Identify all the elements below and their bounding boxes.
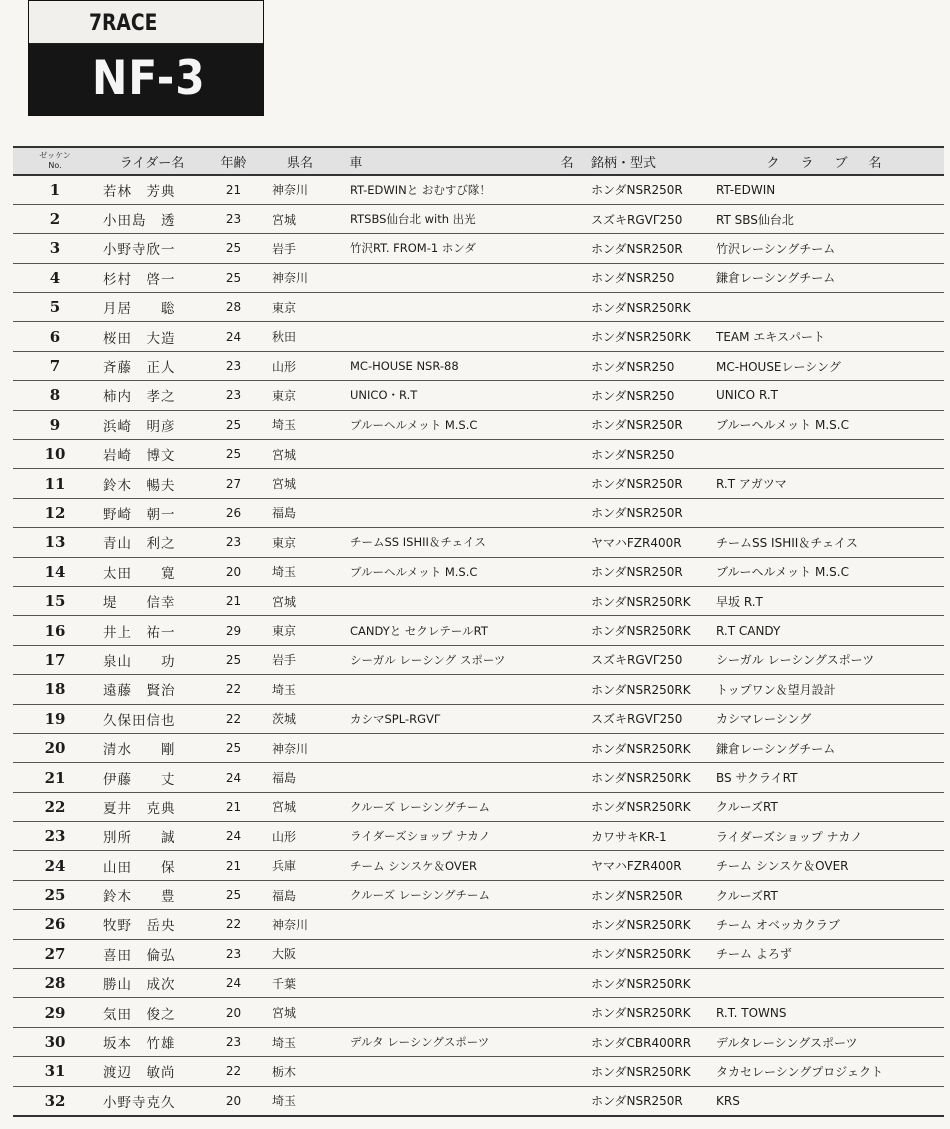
club-name: トップワン＆望月設計 <box>716 682 836 697</box>
machine-model: ホンダNSR250R <box>591 565 683 580</box>
rider-name: 夏井 克典 <box>103 800 176 817</box>
table-row <box>13 969 944 998</box>
team-name <box>340 969 583 998</box>
rider-age: 25 <box>225 241 242 256</box>
club-name <box>708 293 944 322</box>
rider-name: 遠藤 賢治 <box>103 683 176 700</box>
rider-prefecture: 岩手 <box>272 653 297 668</box>
entry-number: 15 <box>44 592 66 611</box>
team-name <box>340 263 583 292</box>
rider-age: 21 <box>225 858 242 873</box>
team-name: シーガル レーシング スポーツ <box>350 652 506 667</box>
rider-prefecture: 東京 <box>272 300 297 315</box>
club-name: RT-EDWIN <box>716 182 776 197</box>
entry-number: 29 <box>44 1003 66 1022</box>
club-name: チーム よろず <box>716 947 792 962</box>
club-name: カシマレーシング <box>716 712 812 727</box>
machine-model: ホンダNSR250RK <box>591 300 691 315</box>
table-row <box>13 175 944 204</box>
machine-model: ホンダNSR250RK <box>591 976 691 991</box>
table-row <box>13 1027 944 1056</box>
rider-age: 23 <box>225 388 242 403</box>
table-row <box>13 263 944 292</box>
table-row <box>13 645 944 674</box>
rider-prefecture: 宮城 <box>272 800 297 815</box>
entry-number: 31 <box>44 1062 66 1081</box>
club-name <box>708 440 944 469</box>
entry-number: 28 <box>44 974 66 993</box>
rider-name: 別所 誠 <box>103 830 176 847</box>
entry-number: 11 <box>44 474 66 493</box>
rider-name: 山田 保 <box>103 859 176 876</box>
table-row <box>13 675 944 704</box>
rider-age: 25 <box>225 447 242 462</box>
rider-prefecture: 埼玉 <box>272 418 297 433</box>
machine-model: ホンダNSR250RK <box>591 1064 691 1079</box>
machine-model: ホンダNSR250R <box>591 477 683 492</box>
machine-model: ホンダNSR250R <box>591 241 683 256</box>
rider-prefecture: 山形 <box>272 359 297 374</box>
col-number-header <box>13 147 97 175</box>
team-name <box>340 440 583 469</box>
machine-model: ホンダNSR250 <box>591 388 675 403</box>
table-row <box>13 616 944 645</box>
table-row <box>13 998 944 1027</box>
club-name: RT SBS仙台北 <box>716 212 794 227</box>
team-name <box>340 939 583 968</box>
club-name: タカセレーシングプロジェクト <box>716 1064 883 1079</box>
rider-name: 清水 剛 <box>103 742 176 759</box>
rider-name: 岩崎 博文 <box>103 448 176 465</box>
club-name: 早坂 R.T <box>716 594 763 609</box>
rider-name: 勝山 成次 <box>103 977 176 994</box>
rider-prefecture: 栃木 <box>272 1064 297 1079</box>
club-name <box>708 969 944 998</box>
rider-name: 気田 俊之 <box>103 1006 176 1023</box>
team-name: CANDYと セクレテールRT <box>350 623 488 638</box>
team-name: チームSS ISHII＆チェイス <box>350 535 486 550</box>
machine-model: ホンダNSR250RK <box>591 741 691 756</box>
rider-age: 24 <box>225 770 242 785</box>
table-row <box>13 822 944 851</box>
col-team-header-b: 名 <box>560 155 574 171</box>
rider-name: 柿内 孝之 <box>103 389 176 406</box>
club-name: UNICO R.T <box>716 388 778 403</box>
machine-model: ホンダNSR250R <box>591 506 683 521</box>
rider-prefecture: 茨城 <box>272 712 297 727</box>
rider-prefecture: 神奈川 <box>272 741 309 756</box>
rider-name: 鈴木 暢夫 <box>103 477 176 494</box>
team-name: ライダーズショップ ナカノ <box>350 829 491 844</box>
machine-model: ホンダNSR250R <box>591 418 683 433</box>
rider-prefecture: 宮城 <box>272 212 297 227</box>
machine-model: ホンダNSR250 <box>591 271 675 286</box>
entry-number: 19 <box>44 709 66 728</box>
col-age-header: 年齢 <box>220 155 247 171</box>
rider-prefecture: 山形 <box>272 829 297 844</box>
rider-prefecture: 宮城 <box>272 477 297 492</box>
club-name: R.T CANDY <box>716 623 781 638</box>
club-name: 竹沢レーシングチーム <box>716 241 836 256</box>
rider-prefecture: 東京 <box>272 624 297 639</box>
race-number: 7RACE <box>89 11 158 36</box>
rider-name: 坂本 竹雄 <box>103 1036 176 1053</box>
table-row <box>13 469 944 498</box>
rider-name: 牧野 岳央 <box>103 918 176 935</box>
rider-name: 伊藤 丈 <box>103 771 176 788</box>
entry-list-table <box>13 146 944 1117</box>
col-number-header-line1: ゼッケン <box>39 151 71 160</box>
machine-model: ホンダNSR250RK <box>591 800 691 815</box>
team-name: クルーズ レーシングチーム <box>350 888 490 903</box>
machine-model: ホンダNSR250RK <box>591 947 691 962</box>
team-name <box>340 733 583 762</box>
team-name: クルーズ レーシングチーム <box>350 799 490 814</box>
entry-number: 14 <box>44 562 66 581</box>
rider-prefecture: 福島 <box>272 888 297 903</box>
table-row <box>13 440 944 469</box>
table-row <box>13 322 944 351</box>
table-row <box>13 704 944 733</box>
entry-number: 32 <box>44 1091 66 1110</box>
machine-model: ホンダCBR400RR <box>591 1035 692 1050</box>
rider-name: 野崎 朝一 <box>103 506 176 523</box>
rider-age: 26 <box>225 505 242 520</box>
club-name: ライダーズショップ ナカノ <box>716 829 863 844</box>
rider-prefecture: 宮城 <box>272 1006 297 1021</box>
club-name: チーム シンスケ＆OVER <box>716 859 849 874</box>
rider-prefecture: 兵庫 <box>272 859 297 874</box>
team-name: RTSBS仙台北 with 出光 <box>350 212 476 227</box>
rider-prefecture: 宮城 <box>272 594 297 609</box>
rider-age: 25 <box>225 741 242 756</box>
machine-model: ヤマハFZR400R <box>591 535 682 550</box>
rider-age: 28 <box>225 300 242 315</box>
rider-prefecture: 東京 <box>272 535 297 550</box>
rider-name: 井上 祐一 <box>103 624 176 641</box>
table-row <box>13 880 944 909</box>
club-name: R.T. TOWNS <box>716 1005 787 1020</box>
class-name: NF-3 <box>92 51 206 106</box>
team-name: UNICO・R.T <box>350 388 418 403</box>
entry-number: 12 <box>44 503 66 522</box>
rider-prefecture: 神奈川 <box>272 917 309 932</box>
table-row <box>13 204 944 233</box>
entry-number: 17 <box>44 650 66 669</box>
rider-age: 22 <box>225 1064 242 1079</box>
machine-model: カワサキKR-1 <box>591 829 667 844</box>
machine-model: ホンダNSR250RK <box>591 594 691 609</box>
table-row <box>13 557 944 586</box>
rider-name: 杉村 啓一 <box>103 271 176 288</box>
entry-number: 3 <box>49 239 61 258</box>
col-team-header-a: 車 <box>349 155 363 171</box>
machine-model: スズキRGVΓ250 <box>591 653 683 668</box>
rider-age: 24 <box>225 329 242 344</box>
rider-age: 23 <box>225 212 242 227</box>
rider-age: 25 <box>225 417 242 432</box>
entry-number: 2 <box>49 210 61 229</box>
club-name: TEAM エキスパート <box>716 330 826 345</box>
table-row <box>13 733 944 762</box>
table-row <box>13 586 944 615</box>
entry-number: 20 <box>44 739 66 758</box>
rider-prefecture: 埼玉 <box>272 565 297 580</box>
club-name: MC-HOUSEレーシング <box>716 359 841 374</box>
col-club-header: ク ラ ブ 名 <box>766 155 886 171</box>
rider-name: 太田 寛 <box>103 565 176 582</box>
table-row <box>13 910 944 939</box>
table-header-row <box>13 147 944 175</box>
rider-age: 22 <box>225 917 242 932</box>
team-name <box>340 998 583 1027</box>
team-name <box>340 1086 583 1115</box>
table-row <box>13 293 944 322</box>
rider-age: 23 <box>225 535 242 550</box>
machine-model: ホンダNSR250 <box>591 447 675 462</box>
rider-age: 23 <box>225 1035 242 1050</box>
col-team-header <box>340 147 583 175</box>
rider-name: 小野寺欣一 <box>103 242 176 259</box>
rider-age: 20 <box>225 1005 242 1020</box>
rider-name: 小田島 透 <box>103 213 176 230</box>
entry-number: 1 <box>49 180 61 199</box>
club-name: デルタレーシングスポーツ <box>716 1035 858 1050</box>
rider-prefecture: 埼玉 <box>272 1035 297 1050</box>
team-name <box>340 293 583 322</box>
entry-number: 7 <box>49 357 61 376</box>
rider-age: 29 <box>225 623 242 638</box>
table-row <box>13 939 944 968</box>
rider-name: 小野寺克久 <box>103 1094 176 1111</box>
machine-model: ホンダNSR250RK <box>591 330 691 345</box>
club-name: クルーズRT <box>716 800 778 815</box>
rider-name: 若林 芳典 <box>103 183 176 200</box>
rider-age: 25 <box>225 652 242 667</box>
entry-number: 24 <box>44 856 66 875</box>
club-name: ブルーヘルメット M.S.C <box>716 565 849 580</box>
entry-number: 30 <box>44 1033 66 1052</box>
col-pref-header: 県名 <box>286 155 313 171</box>
club-name: 鎌倉レーシングチーム <box>716 271 836 286</box>
entry-number: 9 <box>49 415 61 434</box>
table-row <box>13 1086 944 1115</box>
table-row <box>13 234 944 263</box>
rider-prefecture: 神奈川 <box>272 271 309 286</box>
table-row <box>13 410 944 439</box>
club-name: KRS <box>716 1093 740 1108</box>
club-name: R.T アガツマ <box>716 477 787 492</box>
machine-model: ホンダNSR250R <box>591 1094 683 1109</box>
rider-age: 23 <box>225 946 242 961</box>
team-name <box>340 469 583 498</box>
entry-number: 10 <box>44 445 66 464</box>
machine-model: ホンダNSR250RK <box>591 917 691 932</box>
machine-model: ホンダNSR250RK <box>591 624 691 639</box>
rider-prefecture: 埼玉 <box>272 682 297 697</box>
rider-age: 22 <box>225 682 242 697</box>
club-name <box>708 498 944 527</box>
rider-age: 24 <box>225 976 242 991</box>
rider-prefecture: 岩手 <box>272 241 297 256</box>
team-name: チーム シンスケ＆OVER <box>350 858 477 873</box>
rider-prefecture: 埼玉 <box>272 1094 297 1109</box>
table-row <box>13 528 944 557</box>
rider-name: 泉山 功 <box>103 653 176 670</box>
entry-number: 21 <box>44 768 66 787</box>
club-name: チームSS ISHII＆チェイス <box>716 535 858 550</box>
col-rider-header: ライダー名 <box>119 155 185 171</box>
rider-prefecture: 千葉 <box>272 976 297 991</box>
rider-name: 喜田 倫弘 <box>103 947 176 964</box>
club-name: チーム オベッカクラブ <box>716 917 840 932</box>
team-name: MC-HOUSE NSR-88 <box>350 359 459 374</box>
rider-age: 27 <box>225 476 242 491</box>
team-name: RT-EDWINと おむすび隊！ <box>350 182 491 197</box>
entry-number: 25 <box>44 886 66 905</box>
team-name <box>340 910 583 939</box>
table-row <box>13 763 944 792</box>
team-name <box>340 586 583 615</box>
rider-age: 21 <box>225 182 242 197</box>
rider-name: 鈴木 豊 <box>103 889 176 906</box>
rider-name: 久保田信也 <box>103 712 176 729</box>
entry-number: 26 <box>44 915 66 934</box>
machine-model: ホンダNSR250R <box>591 888 683 903</box>
rider-name: 桜田 大造 <box>103 330 176 347</box>
rider-age: 22 <box>225 711 242 726</box>
rider-prefecture: 宮城 <box>272 447 297 462</box>
race-header-box <box>28 0 264 116</box>
machine-model: ホンダNSR250 <box>591 359 675 374</box>
team-name <box>340 498 583 527</box>
team-name: ブルーヘルメット M.S.C <box>350 417 478 432</box>
rider-age: 20 <box>225 1093 242 1108</box>
rider-prefecture: 福島 <box>272 771 297 785</box>
rider-age: 21 <box>225 594 242 609</box>
machine-model: スズキRGVΓ250 <box>591 712 683 727</box>
entry-number: 5 <box>49 298 61 317</box>
club-name: 鎌倉レーシングチーム <box>716 741 836 756</box>
table-row <box>13 498 944 527</box>
machine-model: スズキRGVΓ250 <box>591 212 683 227</box>
entry-number: 22 <box>44 797 66 816</box>
club-name: BS サクライRT <box>716 771 798 785</box>
entry-number: 13 <box>44 533 66 552</box>
table-body <box>13 175 944 1116</box>
rider-age: 23 <box>225 359 242 374</box>
club-name: シーガル レーシングスポーツ <box>716 653 875 668</box>
rider-age: 20 <box>225 564 242 579</box>
rider-name: 青山 利之 <box>103 536 176 553</box>
table-row <box>13 851 944 880</box>
rider-name: 月居 聡 <box>103 301 176 318</box>
machine-model: ヤマハFZR400R <box>591 859 682 874</box>
entry-number: 4 <box>49 268 61 287</box>
entry-number: 6 <box>49 327 61 346</box>
entry-number: 18 <box>44 680 66 699</box>
machine-model: ホンダNSR250R <box>591 183 683 198</box>
table-row <box>13 1057 944 1086</box>
machine-model: ホンダNSR250RK <box>591 1006 691 1021</box>
table-row <box>13 792 944 821</box>
rider-prefecture: 東京 <box>272 388 297 403</box>
rider-prefecture: 大阪 <box>272 947 297 962</box>
team-name: 竹沢RT. FROM-1 ホンダ <box>350 241 476 256</box>
team-name: ブルーヘルメット M.S.C <box>350 564 478 579</box>
entry-number: 27 <box>44 944 66 963</box>
club-name: クルーズRT <box>716 888 778 903</box>
entry-number: 8 <box>49 386 61 405</box>
rider-age: 21 <box>225 799 242 814</box>
team-name <box>340 322 583 351</box>
table-row <box>13 381 944 410</box>
col-machine-header: 銘柄・型式 <box>591 155 657 171</box>
rider-age: 25 <box>225 270 242 285</box>
rider-prefecture: 福島 <box>272 506 297 521</box>
club-name: ブルーヘルメット M.S.C <box>716 418 849 433</box>
rider-prefecture: 神奈川 <box>272 183 309 198</box>
team-name <box>340 763 583 792</box>
rider-name: 堤 信幸 <box>103 595 176 612</box>
rider-name: 斉藤 正人 <box>103 360 176 377</box>
table-row <box>13 351 944 380</box>
rider-name: 浜崎 明彦 <box>103 418 176 435</box>
rider-age: 25 <box>225 888 242 903</box>
team-name <box>340 675 583 704</box>
rider-prefecture: 秋田 <box>272 330 297 345</box>
rider-name: 渡辺 敏尚 <box>103 1065 176 1082</box>
col-number-header-line2: No. <box>48 161 62 170</box>
team-name: カシマSPL-RGVΓ <box>350 711 441 726</box>
team-name <box>340 1057 583 1086</box>
team-name: デルタ レーシングスポーツ <box>350 1035 490 1050</box>
entry-number: 23 <box>44 827 66 846</box>
entry-number: 16 <box>44 621 66 640</box>
machine-model: ホンダNSR250RK <box>591 682 691 697</box>
rider-age: 24 <box>225 829 242 844</box>
machine-model: ホンダNSR250RK <box>591 771 691 785</box>
